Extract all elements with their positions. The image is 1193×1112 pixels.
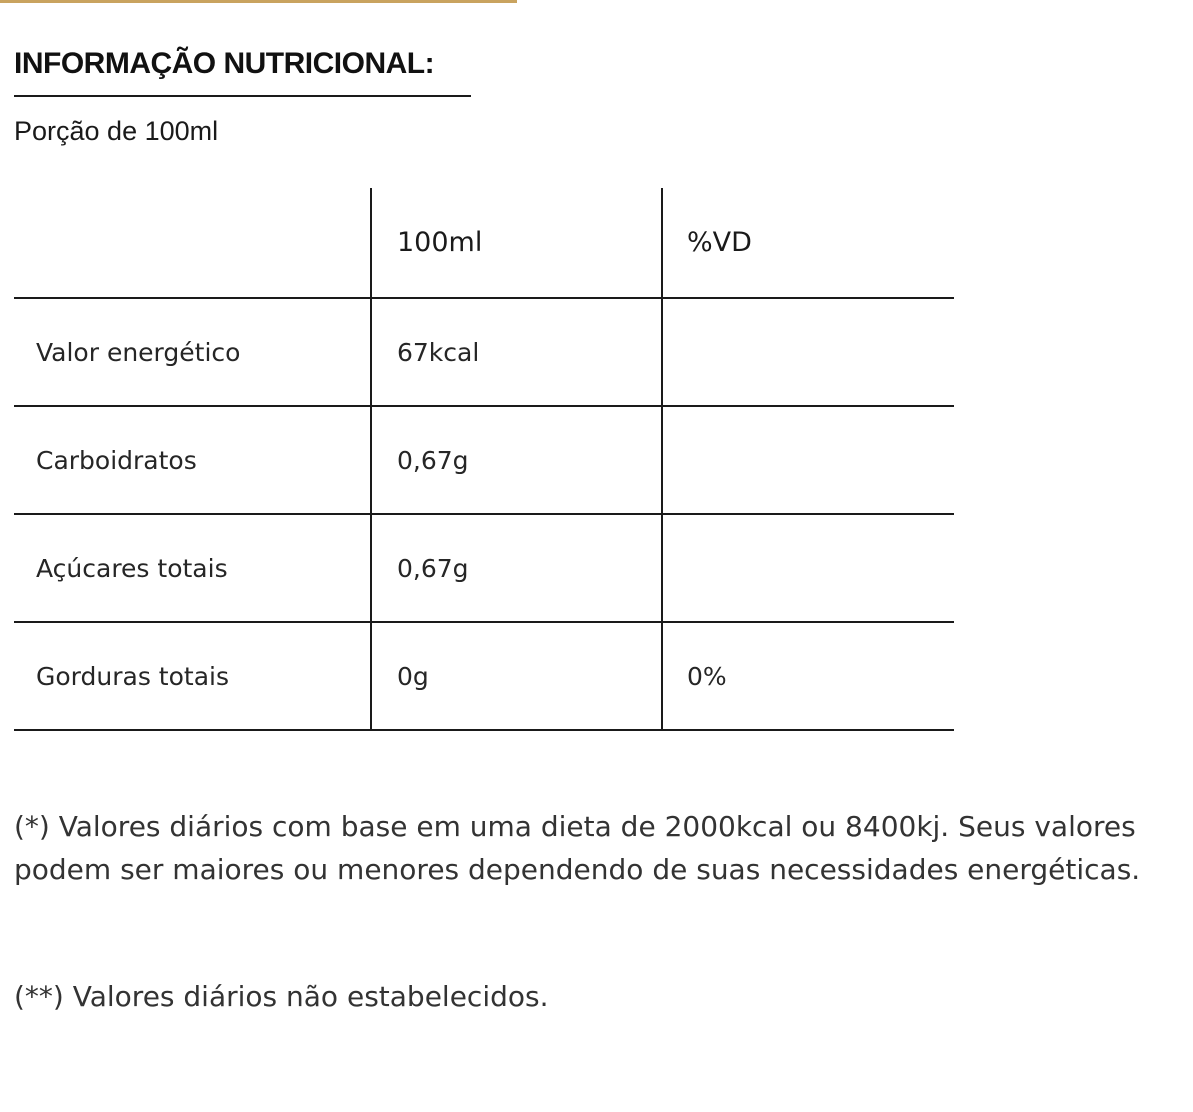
nutrient-name: Açúcares totais — [36, 553, 228, 583]
nutrient-amount: 0g — [370, 623, 661, 729]
nutrient-name: Gorduras totais — [36, 661, 229, 691]
accent-bar — [0, 0, 517, 3]
header-cell-nutrient — [14, 188, 370, 297]
nutrient-daily-value — [661, 515, 954, 621]
table-header-row — [14, 188, 954, 299]
nutrition-table — [14, 188, 954, 731]
footnote-not-established: (**) Valores diários não estabelecidos. — [14, 980, 549, 1013]
table-row — [14, 623, 954, 731]
header-cell-amount: 100ml — [370, 188, 661, 297]
title-underline — [14, 95, 471, 97]
header-cell-daily-value: %VD — [661, 188, 954, 297]
portion-size: Porção de 100ml — [14, 116, 219, 146]
table-row — [14, 407, 954, 515]
nutrient-daily-value — [661, 299, 954, 405]
footnote-daily-values: (*) Valores diários com base em uma dieta de 2000kcal ou 8400kj. Seus valores podem ser maiores ou menores dependendo de suas necessidades energéticas. — [14, 810, 1141, 886]
nutrition-title: INFORMAÇÃO NUTRICIONAL: — [14, 47, 435, 80]
nutrient-daily-value — [661, 407, 954, 513]
nutrient-amount: 67kcal — [370, 299, 661, 405]
nutrient-amount: 0,67g — [370, 407, 661, 513]
nutrient-name: Valor energético — [36, 337, 241, 367]
nutrient-name: Carboidratos — [36, 445, 197, 475]
nutrient-daily-value: 0% — [661, 623, 954, 729]
table-row — [14, 515, 954, 623]
table-row — [14, 299, 954, 407]
nutrient-amount: 0,67g — [370, 515, 661, 621]
